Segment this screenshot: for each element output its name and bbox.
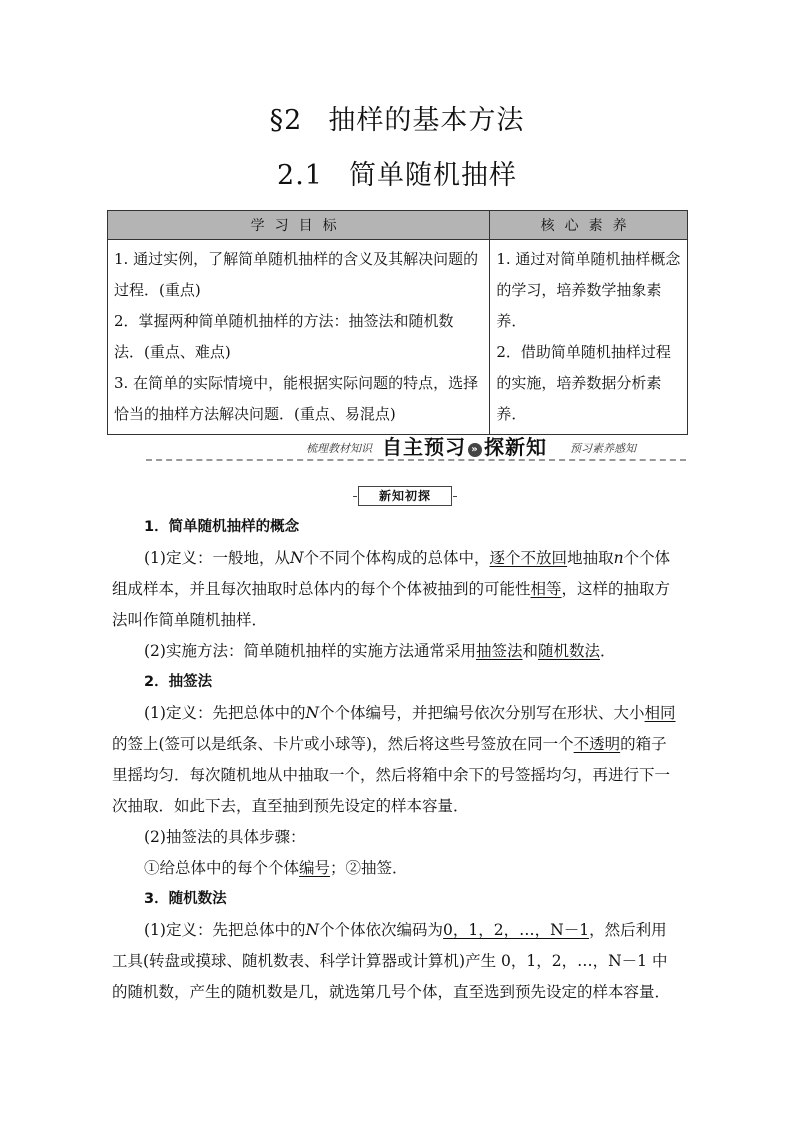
underlined-term: 随机数法: [538, 642, 601, 660]
banner-heading: [382, 431, 547, 460]
objectives-table: [107, 210, 688, 435]
paragraph-lottery-steps: (2)抽签法的具体步骤：: [144, 828, 306, 846]
learning-goals-cell: [108, 240, 490, 435]
banner-left-caption: 梳理教材知识: [306, 442, 372, 455]
banner-heading-part2: 探新知: [484, 435, 547, 459]
paragraph-methods: (2)实施方法：简单随机抽样的实施方法通常采用抽签法和随机数法．: [144, 642, 616, 660]
goal-item: 2．掌握两种简单随机抽样的方法：抽签法和随机数法．(重点、难点): [114, 312, 454, 361]
underlined-term: 编号: [299, 859, 331, 877]
banner-right-caption: 预习素养感知: [570, 442, 636, 455]
heading-lottery-method: 2．抽签法: [144, 674, 213, 690]
section-title-text: 抽样的基本方法: [328, 105, 525, 136]
underlined-term: 0，1，2，…，N－1: [443, 921, 590, 939]
paragraph-lottery-definition: (1)定义：先把总体中的N个个体编号，并把编号依次分别写在形状、大小相同的签上(签可以是纸条、卡片或小球等)，然后将这些号签放在同一个不透明的箱子里摇均匀．每次随机地从中抽取一个，然后将箱中余下的号签摇均匀，再进行下一次抽取．如此下去，直至抽到预先设定的样本容量．: [112, 704, 676, 815]
underlined-term: 相等: [530, 580, 562, 598]
paragraph-random-number-definition: (1)定义：先把总体中的N个个体依次编码为0，1，2，…，N－1，然后利用工具(转盘或摸球、随机数表、科学计算器或计算机)产生 0，1，2，…，N－1 中的随机数，产生的随机数是几，就选第几号个体，直至选到预先设定的样本容量．: [112, 921, 671, 1001]
paragraph-definition-1: (1)定义：一般地，从N个不同个体构成的总体中，逐个不放回地抽取n个个体组成样本，并且每次抽取时总体内的每个个体被抽到的可能性相等，这样的抽取方法叫作简单随机抽样．: [112, 549, 671, 629]
underlined-term: 抽签法: [475, 642, 523, 660]
header-core-competencies: 核心素养: [490, 211, 688, 240]
underlined-term: 不透明: [573, 735, 621, 753]
goal-item: 3. 在简单的实际情境中，能根据实际问题的特点，选择恰当的抽样方法解决问题．(重点、易混点): [114, 374, 479, 423]
competency-item: 2．借助简单随机抽样过程的实施，培养数据分析素养．: [496, 343, 671, 423]
underlined-term: 相同: [644, 704, 676, 722]
heading-random-number-method: 3．随机数法: [144, 891, 227, 907]
section-title: [0, 98, 794, 137]
competencies-cell: [490, 240, 688, 435]
goal-item: 1. 通过实例，了解简单随机抽样的含义及其解决问题的过程．(重点): [114, 250, 479, 299]
header-learning-goals: 学习目标: [108, 211, 490, 240]
preview-banner: [146, 434, 686, 464]
double-arrow-icon: »: [468, 443, 482, 457]
underlined-term: 逐个不放回: [489, 549, 568, 567]
heading-simple-random-sampling: 1．简单随机抽样的概念: [144, 519, 300, 535]
subsection-title-text: 简单随机抽样: [348, 160, 517, 191]
competency-item: 1. 通过对简单随机抽样概念的学习，培养数学抽象素养．: [496, 250, 681, 330]
subsection-number: 2.1: [277, 160, 323, 191]
paragraph-lottery-steps-list: ①给总体中的每个个体编号；②抽签．: [144, 859, 408, 877]
section-tag: 新知初探: [358, 486, 452, 506]
main-content: [112, 512, 682, 1008]
section-number: §2: [269, 105, 303, 136]
banner-heading-part1: 自主预习: [382, 435, 466, 459]
subsection-title: [0, 153, 794, 192]
